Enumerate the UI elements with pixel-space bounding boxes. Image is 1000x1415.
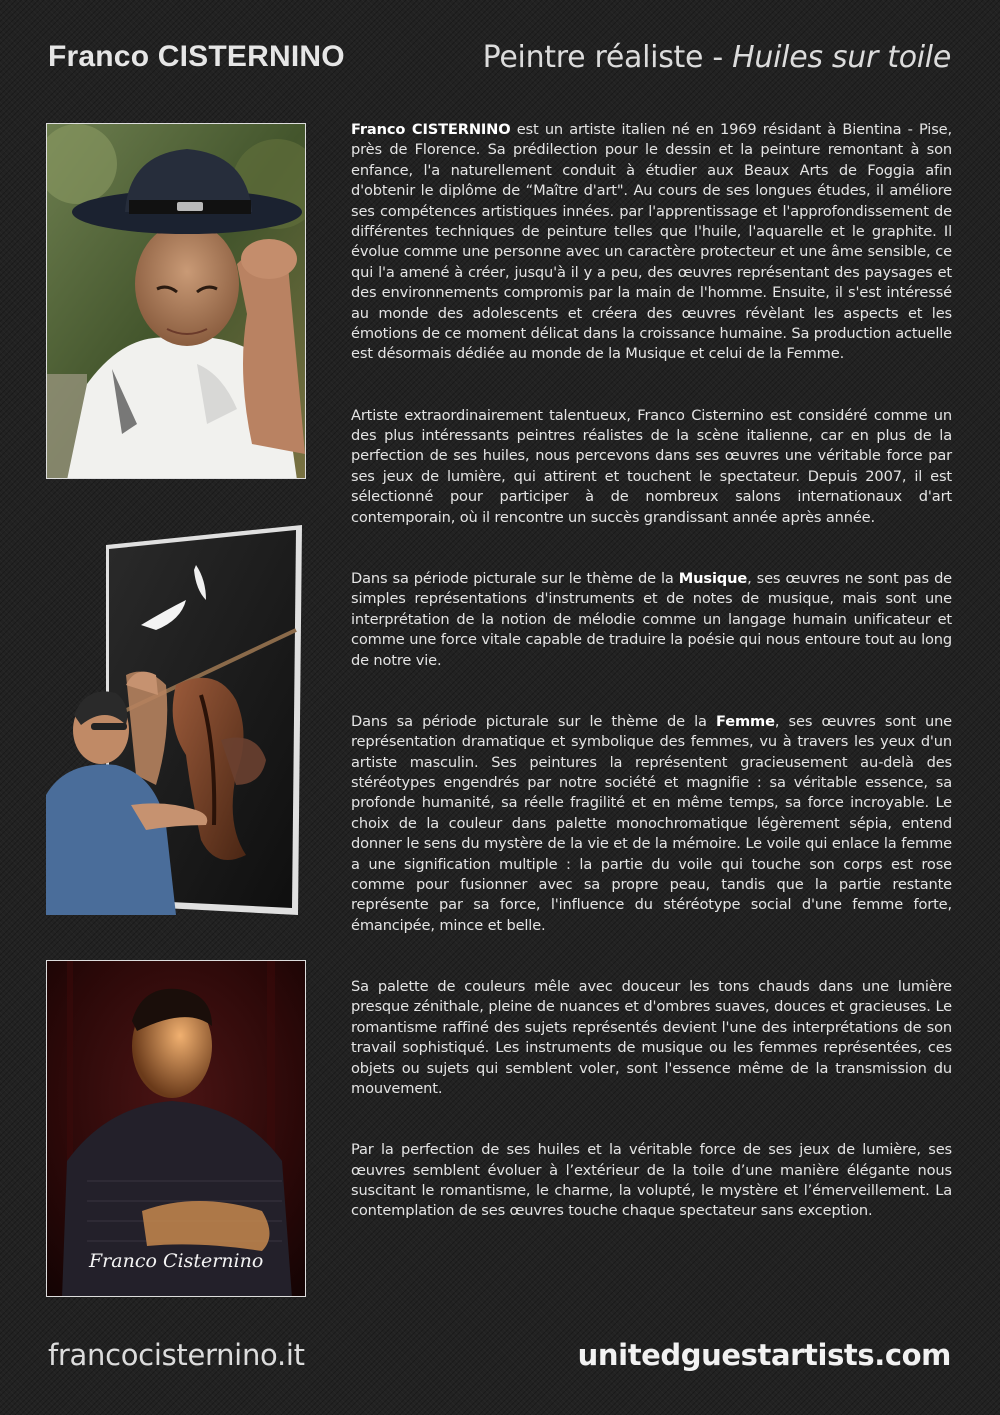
bio-paragraph-2: Artiste extraordinairement talentueux, Franco Cisternino est considéré comme un des plus intéressants peintres réalistes de la scène italienne, car en plus de la perfection de ses huiles, nous percevons dans ses œuvres une véritable force par ses jeux de lumière, qui attirent et touchent le spectateur. Depuis 2007, il est sélectionné pour participer à de nombreux salons internationaux d'art contemporain, où il rencontre un succès grandissant année après année. [351,406,952,526]
bio-p4-bold: Femme [716,712,775,730]
painter-violin-image [46,525,304,915]
bio-p3-text: , ses œuvres ne sont pas de simples représentations d'instruments et de notes de musique, mais sont une interprétation de la notion de mélodie comme un langage humain unificateur et comme une force vitale capable de traduire la poésie qui nous entoure tout au long de notre vie. [351,569,953,669]
bio-p4-pre: Dans sa période picturale sur le thème de la [351,712,717,730]
artist-name-heading: Franco CISTERNINO [48,40,345,73]
portrait-dark-image [47,961,306,1297]
footer-website-link[interactable]: francocisternino.it [48,1338,305,1372]
bio-p3-pre: Dans sa période picturale sur le thème de la [351,569,679,587]
bio-paragraph-4 [351,712,952,936]
bio-p1-text: est un artiste italien né en 1969 résidant à Bientina - Pise, près de Florence. Sa prédilection pour le dessin et la peinture remontant à son enfance, l'a naturellement conduit à étudier aux Beaux Arts de Foggia afin d'obtenir le diplôme de “Maître d'art". Au cours de ses longues études, il améliore ses compétences artistiques innées. par l'apprentissage et l'approfondissement de différentes techniques de peinture telles que l'huile, l'aquarelle et le graphite. Il évolue comme une personne avec un caractère protecteur et une âme sensible, ce qui l'a amené à créer, jusqu'à il y a peu, des œuvres représentant des paysages et des environnements compromis par la main de l'homme. Ensuite, il s'est intéressé au monde des adolescents et créera des œuvres révèlant les aspects et les émotions de ce moment délicat dans la croissance humaine. Sa production actuelle est désormais dédiée au monde de la Musique et celui de la Femme. [351,121,952,363]
bio-paragraph-5: Sa palette de couleurs mêle avec douceur les tons chauds dans une lumière presque zénithale, pleine de nuances et d'ombres suaves, douces et gracieuses. Le romantisme raffiné des sujets représentés devient l'une des interprétations de son travail sophistiqué. Les instruments de musique ou les femmes représentées, ces objets ou sujets qui semblent voler, sont l'essence même de la transmission du mouvement. [351,978,952,1098]
bio-p3-bold: Musique [678,569,748,587]
portrait-hat-photo [46,123,306,479]
painter-violin-photo [46,525,304,915]
biography-text [351,120,952,1263]
bio-paragraph-1 [351,120,952,365]
bio-p1-bold: Franco CISTERNINO [351,121,511,138]
bio-paragraph-6: Par la perfection de ses huiles et la véritable force de ses jeux de lumière, ses œuvres semblent évoluer à l’extérieur de la toile d’une manière élégante nous suscitant le romantisme, le charme, la volupté, le mystère et l’émerveillement. La contemplation de ses œuvres touche chaque spectateur sans exception. [351,1141,952,1220]
subtitle-plain: Peintre réaliste - [482,40,733,75]
artist-subtitle [483,40,951,75]
bio-p4-text: , ses œuvres sont une représentation dramatique et symbolique des femmes, vu à travers les yeux d'un artiste masculin. Ses peintures la représentent gracieusement au-delà des stéréotypes engendrés par notre société et magnifie : sa véritable essence, sa profonde humanité, sa réelle fragilité et en même temps, sa force incroyable. Le choix de la couleur dans palette monochromatique légèrement sépia, entend donner le sens du mystère de la vie et de la mémoire. Le voile qui enlace la femme a une signification multiple : la partie du voile qui touche son corps est rose comme pour fusionner avec sa propre peau, tandis que la partie restante représente par sa force, l'influence du stéréotype social d'une femme forte, émancipée, mince et belle. [351,712,952,934]
bio-paragraph-3 [351,569,952,671]
signature-text: Franco Cisternino [89,1250,264,1272]
portrait-hat-image [47,124,306,479]
portrait-dark-photo [46,960,306,1297]
subtitle-italic: Huiles sur toile [732,40,951,75]
footer-united-artists-link[interactable]: unitedguestartists.com [577,1338,951,1372]
